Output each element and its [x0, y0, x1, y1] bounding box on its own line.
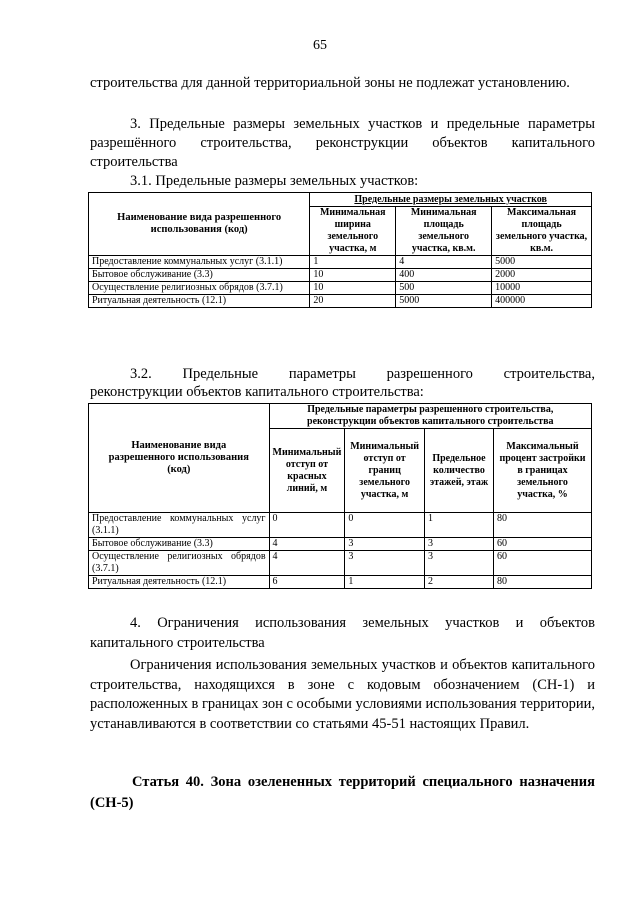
- section-3-line3: строительства: [90, 154, 178, 170]
- table2-cell: 1: [424, 513, 493, 538]
- table2-cell: 0: [345, 513, 425, 538]
- table1-header-group: Предельные размеры земельных участков: [310, 193, 592, 207]
- table1-header-col: Минимальная площадь земельного участка, кв.м.: [396, 207, 492, 256]
- table2-header-group: Предельные параметры разрешенного строительства, реконструкции объектов капитального строительства: [269, 404, 591, 429]
- table1-cell: 400000: [492, 295, 592, 308]
- table1-cell: 5000: [492, 256, 592, 269]
- article-heading-line1: Статья 40. Зона озелененных территорий специального назначения: [132, 774, 595, 790]
- section-4-line2: капитального строительства: [90, 635, 265, 651]
- table2-cell: 80: [493, 576, 591, 589]
- table2-cell: 80: [493, 513, 591, 538]
- table2-header-col: Минимальный отступ от красных линий, м: [269, 429, 345, 513]
- table2-cell: 6: [269, 576, 345, 589]
- table2-row-name: Осуществление религиозных обрядов (3.7.1): [89, 551, 270, 576]
- section-3-line2: разрешённого строительства, реконструкции объектов капитального: [90, 135, 595, 151]
- table-row: [89, 513, 592, 538]
- table-land-plot-sizes: [88, 192, 592, 308]
- table-row: [89, 576, 592, 589]
- subsection-3-1: 3.1. Предельные размеры земельных участков:: [130, 173, 419, 189]
- table2-header-col: Максимальный процент застройки в границах земельного участка, %: [493, 429, 591, 513]
- table2-cell: 4: [269, 551, 345, 576]
- table-row: [89, 538, 592, 551]
- table2-cell: 3: [345, 538, 425, 551]
- table1-cell: 5000: [396, 295, 492, 308]
- table2-cell: 3: [424, 551, 493, 576]
- table2-row-name: Бытовое обслуживание (3.3): [89, 538, 270, 551]
- table2-cell: 3: [345, 551, 425, 576]
- table2-cell: 3: [424, 538, 493, 551]
- table1-cell: 2000: [492, 269, 592, 282]
- table1-header-col: Максимальная площадь земельного участка, кв.м.: [492, 207, 592, 256]
- subsection-3-2-line2: реконструкции объектов капитального строительства:: [90, 384, 424, 400]
- table1-cell: 10: [310, 282, 396, 295]
- table2-header-col: Предельное количество этажей, этаж: [424, 429, 493, 513]
- table-building-parameters: [88, 403, 592, 589]
- table1-cell: 1: [310, 256, 396, 269]
- paragraph-top: строительства для данной территориальной зоны не подлежат установлению.: [90, 75, 570, 91]
- section-3-line1: 3. Предельные размеры земельных участков и предельные параметры: [130, 116, 595, 132]
- table-row: [89, 256, 592, 269]
- table1-row-name: Бытовое обслуживание (3.3): [89, 269, 310, 282]
- table2-cell: 1: [345, 576, 425, 589]
- table2-header-name: Наименование вида разрешенного использования (код): [89, 404, 270, 513]
- table1-row-name: Ритуальная деятельность (12.1): [89, 295, 310, 308]
- table1-cell: 400: [396, 269, 492, 282]
- subsection-3-2-line1: 3.2. Предельные параметры разрешенного строительства,: [130, 366, 595, 382]
- article-heading-line2: (СН-5): [90, 795, 134, 811]
- table2-header-col: Минимальный отступ от границ земельного участка, м: [345, 429, 425, 513]
- table1-header-name: Наименование вида разрешенного использования (код): [89, 193, 310, 256]
- table1-cell: 500: [396, 282, 492, 295]
- table-row: [89, 551, 592, 576]
- table2-cell: 4: [269, 538, 345, 551]
- table1-cell: 20: [310, 295, 396, 308]
- table2-cell: 2: [424, 576, 493, 589]
- table2-row-name: Предоставление коммунальных услуг (3.1.1): [89, 513, 270, 538]
- table1-header-col: Минимальная ширина земельного участка, м: [310, 207, 396, 256]
- table1-row-name: Осуществление религиозных обрядов (3.7.1): [89, 282, 310, 295]
- table1-cell: 4: [396, 256, 492, 269]
- table2-cell: 60: [493, 538, 591, 551]
- table-row: [89, 295, 592, 308]
- section-4-line1: 4. Ограничения использования земельных участков и объектов: [130, 615, 595, 631]
- table2-cell: 60: [493, 551, 591, 576]
- table1-cell: 10000: [492, 282, 592, 295]
- table1-cell: 10: [310, 269, 396, 282]
- table1-row-name: Предоставление коммунальных услуг (3.1.1): [89, 256, 310, 269]
- table2-cell: 0: [269, 513, 345, 538]
- table-row: [89, 269, 592, 282]
- section-4-paragraph: Ограничения использования земельных участков и объектов капитального строительства, находящихся в зоне с кодовым обозначением (СН-1) и расположенных в границах зон с особыми условиями использования территории, устанавливаются в соответствии со статьями 45-51 настоящих Правил.: [90, 657, 595, 732]
- page-number: 65: [313, 38, 327, 53]
- table-row: [89, 282, 592, 295]
- table2-row-name: Ритуальная деятельность (12.1): [89, 576, 270, 589]
